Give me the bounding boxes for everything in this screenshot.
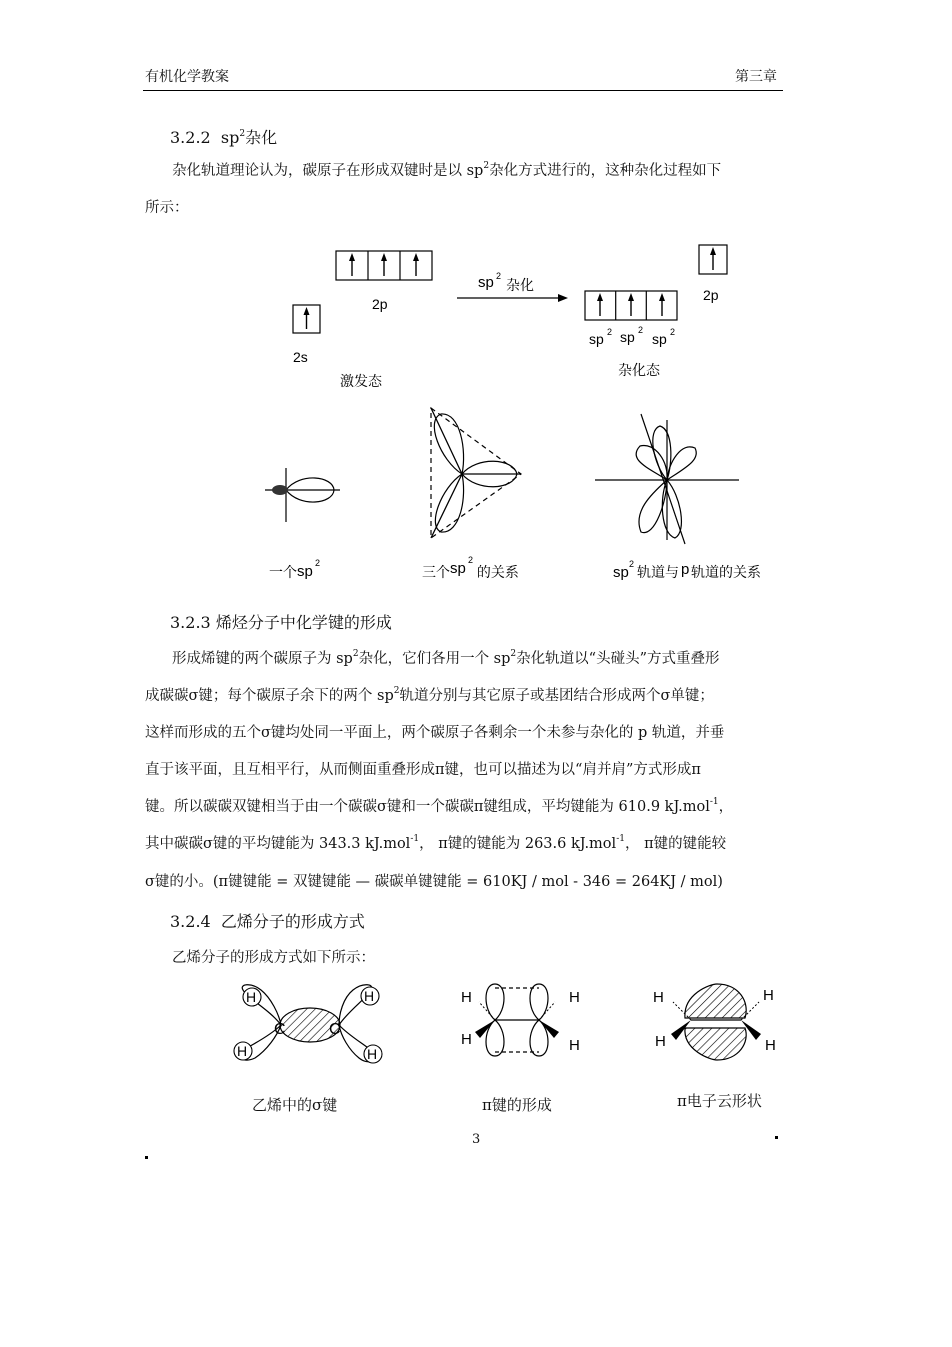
- svg-text:H: H: [569, 1037, 580, 1054]
- svg-text:sp: sp: [589, 331, 604, 347]
- ethylene-intro: 乙烯分子的形成方式如下所示：: [172, 950, 375, 966]
- box-2p-excited: [336, 251, 432, 280]
- svg-text:2: 2: [670, 327, 676, 337]
- svg-text:一个: 一个: [269, 564, 297, 580]
- svg-text:2: 2: [607, 327, 613, 337]
- header-rule: [143, 90, 783, 91]
- arrow-head: [558, 294, 568, 302]
- body-323-line3: 这样而形成的五个σ键均处同一平面上，两个碳原子各剩余一个未参与杂化的 p 轨道，并垂: [145, 725, 725, 741]
- title-sp: sp: [220, 128, 240, 147]
- svg-text:2: 2: [629, 559, 635, 569]
- section-number: 3.2.4: [170, 912, 211, 931]
- svg-text:H: H: [655, 1033, 666, 1050]
- section-324-title: [170, 909, 365, 932]
- footer-dot-right: [775, 1136, 778, 1139]
- arrow-label-suffix: 杂化: [506, 277, 534, 293]
- pi-electron-cloud-figure: [653, 984, 776, 1060]
- svg-text:sp: sp: [613, 564, 629, 581]
- intro-text-b: 杂化方式进行的，这种杂化过程如下: [489, 163, 722, 179]
- svg-text:H: H: [569, 989, 580, 1006]
- box-sp2: [585, 291, 677, 320]
- body-323-line4: 直于该平面，且互相平行，从而侧面重叠形成π键，也可以描述为以“肩并肩”方式形成π: [145, 762, 701, 778]
- section-title: 烯烃分子中化学键的形成: [215, 613, 392, 632]
- svg-text:的关系: 的关系: [473, 564, 519, 580]
- header-left: 有机化学教案: [145, 69, 229, 85]
- orbital-shapes: [255, 400, 775, 585]
- svg-text:2: 2: [315, 558, 321, 568]
- title-sup: 2: [239, 129, 246, 139]
- svg-text:轨道与: 轨道与: [637, 564, 679, 580]
- svg-text:H: H: [246, 989, 257, 1005]
- svg-text:sp: sp: [297, 563, 313, 580]
- hybrid-caption: 杂化态: [618, 362, 660, 378]
- svg-text:sp: sp: [620, 329, 635, 345]
- label-2p-ground: 2p: [372, 296, 388, 312]
- title-suffix: 杂化: [245, 128, 278, 147]
- caption-one-sp2: [269, 558, 320, 580]
- sigma-bond-figure: [234, 985, 382, 1063]
- header-right: 第三章: [735, 69, 777, 85]
- sp2-labels: [589, 325, 675, 347]
- svg-text:sp: sp: [652, 331, 667, 347]
- caption-three-sp2: [422, 555, 519, 580]
- body-323-line5: 键。所以碳碳双键相当于由一个碳碳σ键和一个碳碳π键组成，平均键能为 610.9 kJ.mol$^{-1}$，: [145, 797, 734, 815]
- svg-text:H: H: [653, 989, 664, 1006]
- section-number: 3.2.2: [170, 128, 211, 147]
- body-323-line1: 形成烯键的两个碳原子为 $sp^2$杂化，它们各用一个 $sp^2$杂化轨道以“头碰头”方式重叠形: [172, 649, 720, 667]
- single-sp2-orbital: [265, 468, 340, 522]
- box-2s: [293, 305, 320, 333]
- three-sp2-orbitals: [431, 408, 521, 538]
- arrow-label-sp: sp: [478, 274, 494, 291]
- svg-text:H: H: [237, 1043, 248, 1059]
- caption-sp2-p: [613, 559, 761, 581]
- box-2p-hybrid: [699, 245, 727, 274]
- pi-bond-formation-figure: [461, 984, 580, 1056]
- svg-text:三个: 三个: [422, 564, 450, 580]
- section-322-title: [170, 125, 277, 148]
- footer-dot-left: [145, 1156, 148, 1159]
- svg-text:H: H: [364, 988, 375, 1004]
- arrow-label-sup: 2: [496, 271, 502, 281]
- intro-sup: 2: [483, 161, 490, 171]
- sp2-and-p-orbitals: [595, 414, 739, 544]
- svg-text:H: H: [765, 1037, 776, 1054]
- svg-text:H: H: [763, 987, 774, 1004]
- svg-text:C: C: [329, 1021, 341, 1038]
- intro-paragraph: [145, 153, 810, 190]
- caption-pi-cloud: π电子云形状: [677, 1092, 762, 1110]
- svg-text:轨道的关系: 轨道的关系: [691, 564, 761, 580]
- label-2p-hybrid: 2p: [703, 287, 719, 303]
- svg-text:H: H: [461, 1031, 472, 1048]
- excited-caption: 激发态: [340, 373, 382, 389]
- caption-pi-formation: π键的形成: [482, 1096, 552, 1114]
- section-323-title: [170, 610, 392, 633]
- body-323-line6: 其中碳碳σ键的平均键能为 343.3 kJ.mol$^{-1}$， π键的键能为 263.6 kJ.mol$^{-1}$， π键的键能较: [145, 834, 727, 852]
- intro-text-a: 杂化轨道理论认为，碳原子在形成双键时是以 sp: [172, 163, 484, 179]
- svg-text:p: p: [681, 561, 690, 578]
- orbital-diagram: [280, 235, 740, 395]
- section-number: 3.2.3: [170, 613, 211, 632]
- svg-text:sp: sp: [450, 560, 466, 577]
- page-number: 3: [472, 1132, 481, 1147]
- svg-text:2: 2: [638, 325, 644, 335]
- svg-text:C: C: [274, 1021, 286, 1038]
- svg-text:H: H: [461, 989, 472, 1006]
- label-2s: 2s: [293, 349, 308, 365]
- body-323-line7: σ键的小。(π键键能 = 双键键能 — 碳碳单键键能 = 610KJ / mol - 346 = 264KJ / mol): [145, 874, 723, 890]
- body-323-line2: 成碳碳σ键；每个碳原子余下的两个 $sp^2$轨道分别与其它原子或基团结合形成两个σ单键；: [145, 686, 714, 704]
- svg-text:2: 2: [468, 555, 474, 565]
- intro-line2: 所示：: [145, 200, 189, 216]
- svg-text:H: H: [367, 1046, 378, 1062]
- section-title: 乙烯分子的形成方式: [220, 912, 365, 931]
- caption-sigma: 乙烯中的σ键: [252, 1096, 338, 1114]
